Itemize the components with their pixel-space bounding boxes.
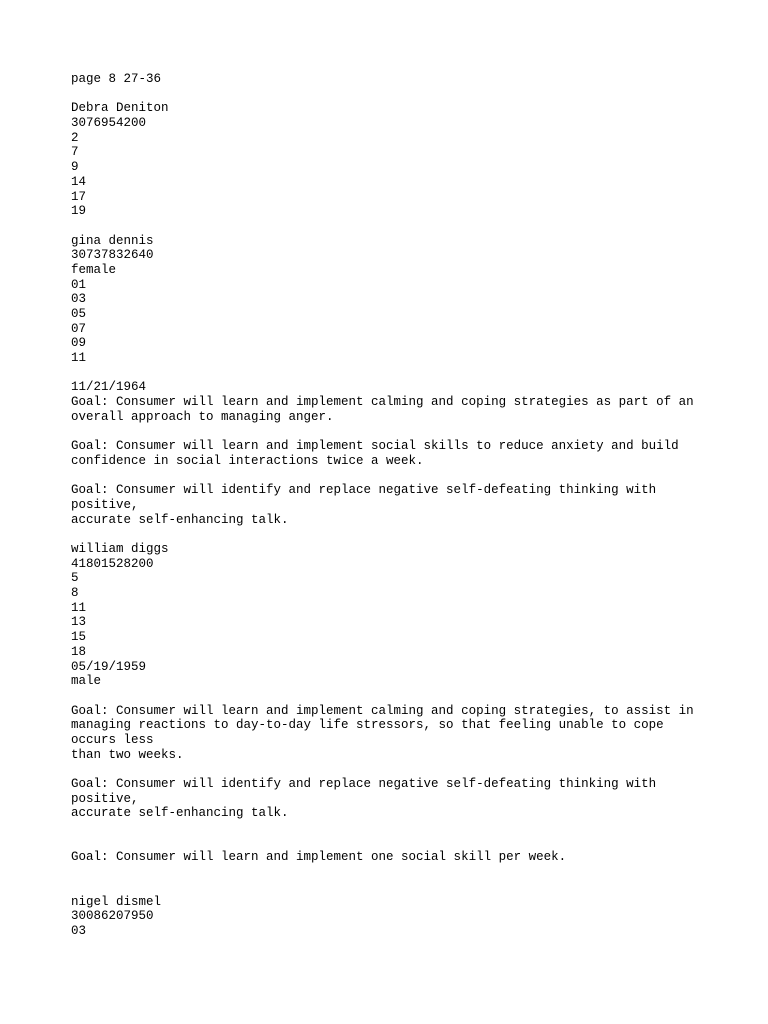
record-dob: 05/19/1959 bbox=[71, 659, 147, 674]
blank-line bbox=[71, 689, 711, 704]
record-number: 11 bbox=[71, 600, 87, 615]
document-page bbox=[71, 72, 711, 939]
record-number: 01 bbox=[71, 277, 87, 292]
record-number: 17 bbox=[71, 189, 87, 204]
record-number: 03 bbox=[71, 923, 87, 938]
goal-paragraph bbox=[71, 483, 711, 527]
goal-line: positive, bbox=[71, 497, 139, 512]
goal-line: managing reactions to day-to-day life stressors, so that feeling unable to cope bbox=[71, 718, 664, 733]
record-gender: male bbox=[71, 674, 102, 689]
record-number: 11 bbox=[71, 351, 87, 366]
blank-line bbox=[71, 366, 711, 381]
goal-line: positive, bbox=[71, 791, 139, 806]
record-number: 8 bbox=[71, 586, 79, 601]
blank-line bbox=[71, 880, 711, 895]
goal-paragraph bbox=[71, 777, 711, 821]
record-number: 15 bbox=[71, 630, 87, 645]
goal-line: Goal: Consumer will identify and replace negative self-defeating thinking with bbox=[71, 777, 657, 791]
record-number: 14 bbox=[71, 174, 87, 189]
record-number: 9 bbox=[71, 160, 79, 175]
page-header: page 8 27-36 bbox=[71, 72, 162, 86]
record-william-diggs bbox=[71, 542, 711, 865]
record-name: nigel dismel bbox=[71, 894, 162, 909]
blank-line bbox=[71, 762, 711, 777]
record-number: 5 bbox=[71, 571, 79, 586]
goal-paragraph bbox=[71, 850, 711, 865]
blank-line bbox=[71, 527, 711, 542]
blank-line bbox=[71, 469, 711, 484]
record-name: gina dennis bbox=[71, 233, 154, 248]
goal-line: accurate self-enhancing talk. bbox=[71, 806, 289, 821]
record-name: william diggs bbox=[71, 542, 169, 556]
goal-paragraph bbox=[71, 439, 711, 468]
record-number: 19 bbox=[71, 204, 87, 219]
record-id: 41801528200 bbox=[71, 556, 154, 571]
record-name: Debra Deniton bbox=[71, 101, 169, 116]
record-number: 2 bbox=[71, 130, 79, 145]
blank-line bbox=[71, 865, 711, 880]
blank-line bbox=[71, 821, 711, 836]
goal-paragraph bbox=[71, 704, 711, 763]
goal-line: accurate self-enhancing talk. bbox=[71, 512, 289, 527]
goal-line: Goal: Consumer will learn and implement social skills to reduce anxiety and build bbox=[71, 439, 679, 454]
record-id: 30086207950 bbox=[71, 909, 154, 924]
blank-line bbox=[71, 219, 711, 234]
record-number: 09 bbox=[71, 336, 87, 351]
record-number: 13 bbox=[71, 615, 87, 630]
goal-paragraph bbox=[71, 395, 711, 424]
record-number: 03 bbox=[71, 292, 87, 307]
record-id: 30737832640 bbox=[71, 248, 154, 263]
record-number: 05 bbox=[71, 307, 87, 321]
goal-line: overall approach to managing anger. bbox=[71, 409, 334, 424]
goal-line: Goal: Consumer will learn and implement calming and coping strategies as part of an bbox=[71, 395, 694, 410]
record-gender: female bbox=[71, 262, 117, 277]
blank-line bbox=[71, 87, 711, 102]
record-nigel-dismel bbox=[71, 895, 711, 939]
blank-line bbox=[71, 836, 711, 851]
goal-line: Goal: Consumer will learn and implement one social skill per week. bbox=[71, 850, 567, 865]
record-number: 18 bbox=[71, 644, 87, 659]
record-gina-dennis bbox=[71, 234, 711, 528]
goal-line: confidence in social interactions twice a week. bbox=[71, 453, 424, 468]
goal-line: Goal: Consumer will identify and replace negative self-defeating thinking with bbox=[71, 483, 657, 498]
record-dob: 11/21/1964 bbox=[71, 380, 147, 395]
goal-line: than two weeks. bbox=[71, 747, 184, 762]
record-debra-deniton bbox=[71, 101, 711, 219]
record-number: 7 bbox=[71, 145, 79, 160]
blank-line bbox=[71, 425, 711, 440]
record-number: 07 bbox=[71, 321, 87, 336]
record-id: 3076954200 bbox=[71, 116, 147, 131]
goal-line: Goal: Consumer will learn and implement calming and coping strategies, to assist in bbox=[71, 703, 694, 718]
goal-line: occurs less bbox=[71, 732, 154, 747]
